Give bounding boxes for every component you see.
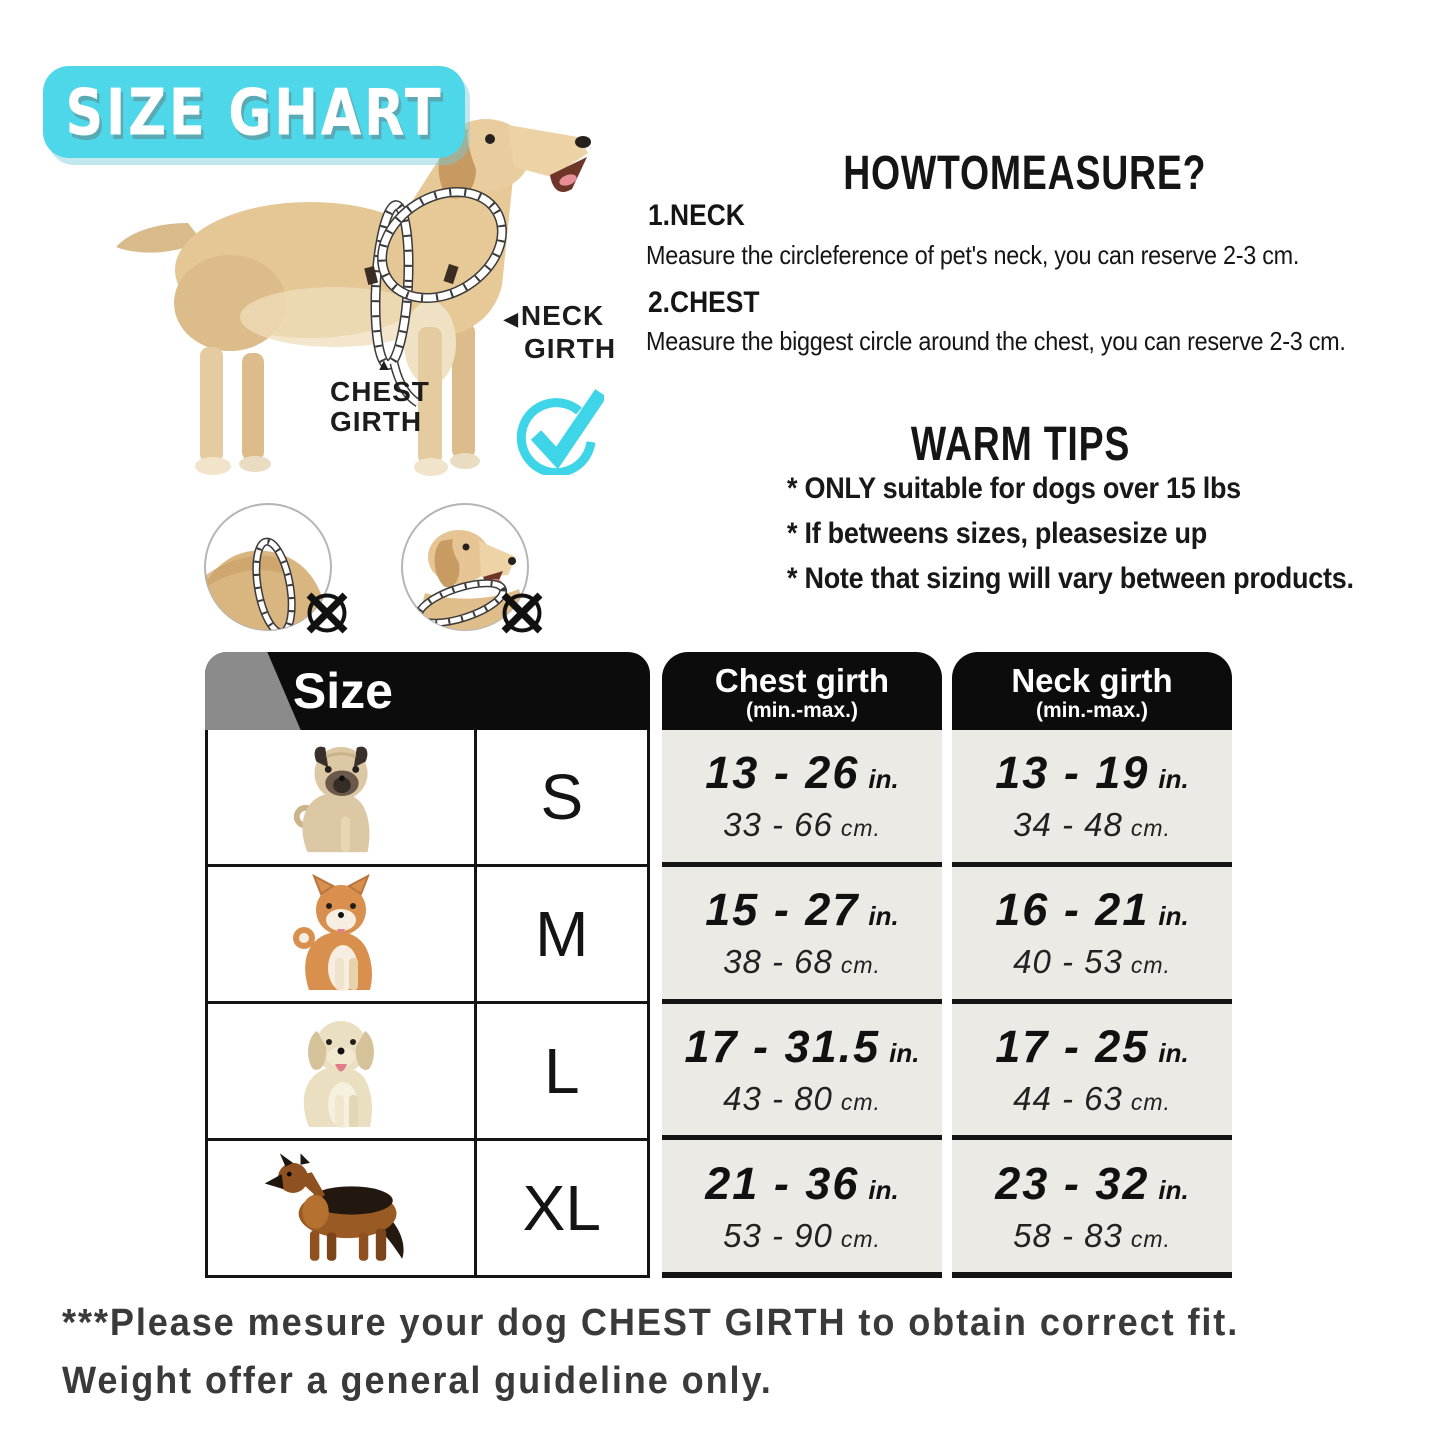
neck-girth-label-line2: GIRTH [524, 333, 617, 364]
size-label: M [535, 898, 589, 970]
x-circle-icon [303, 589, 351, 637]
chest-girth-header [662, 652, 942, 730]
size-column-body [205, 730, 650, 1278]
dog-illustration-shiba-inu [208, 867, 477, 1001]
table-row [208, 1141, 647, 1275]
warm-tip: * ONLY suitable for dogs over 15 lbs [787, 472, 1241, 505]
size-column-header [205, 652, 650, 730]
table-cell: 17 - 25 in. 44 - 63 cm. [952, 1004, 1232, 1141]
neck-girth-title: Neck girth [1011, 662, 1173, 699]
warm-tips-list [787, 466, 1417, 601]
how-to-measure-heading: HOWTOMEASURE? [843, 147, 1207, 200]
size-column-card [205, 652, 650, 1278]
how-to-measure-section [640, 146, 1410, 201]
dog-illustration-german-shepherd [208, 1141, 477, 1275]
table-cell: 13 - 26 in. 33 - 66 cm. [662, 730, 942, 867]
neck-girth-label [504, 301, 616, 364]
neck-girth-label-line1: NECK [520, 300, 605, 331]
step-chest-title: 2.CHEST [648, 286, 760, 319]
chest-girth-card [662, 652, 942, 1278]
check-circle-icon [516, 383, 604, 475]
warm-tips-section [640, 417, 1400, 472]
step-chest-text: Measure the biggest circle around the chest, you can reserve 2-3 cm. [646, 326, 1346, 356]
warm-tip: * If betweens sizes, pleasesize up [787, 517, 1208, 550]
table-row [208, 730, 647, 867]
dog-illustration-labrador [208, 1004, 477, 1138]
table-row [208, 867, 647, 1004]
size-label: L [544, 1035, 580, 1107]
step-neck-text: Measure the circleference of pet's neck, you can reserve 2-3 cm. [646, 240, 1300, 270]
left-arrow-icon: ◀ [504, 309, 519, 329]
table-cell: 23 - 32 in. 58 - 83 cm. [995, 1157, 1189, 1254]
table-cell: 17 - 31.5 in. 43 - 80 cm. [662, 1004, 942, 1141]
chest-girth-title: Chest girth [714, 662, 890, 699]
up-arrow-icon: ▲ [376, 357, 392, 374]
warm-tips-heading: WARM TIPS [910, 418, 1130, 471]
table-cell: 13 - 19 in. 34 - 48 cm. [952, 730, 1232, 867]
table-cell: 15 - 27 in. 38 - 68 cm. [662, 867, 942, 1004]
table-cell: 16 - 21 in. 40 - 53 cm. [952, 867, 1232, 1004]
table-row [208, 1004, 647, 1141]
neck-girth-card [952, 652, 1232, 1278]
size-label: XL [522, 1172, 601, 1244]
page-title: SIZE GHART [65, 74, 443, 150]
x-circle-icon [498, 589, 546, 637]
warm-tip: * Note that sizing will vary between products. [787, 562, 1354, 595]
chest-girth-subtitle: (min.-max.) [745, 699, 858, 722]
size-column-title: Size [292, 663, 393, 719]
neck-girth-body [952, 730, 1232, 1278]
size-label: S [540, 761, 584, 833]
neck-girth-header [952, 652, 1232, 730]
chest-girth-label [330, 377, 430, 437]
footnote-line2: Weight offer a general guideline only. [62, 1360, 773, 1402]
chest-girth-body [662, 730, 942, 1278]
footnote-line1: ***Please mesure your dog CHEST GIRTH to obtain correct fit. [62, 1302, 1240, 1344]
title-badge [43, 66, 465, 158]
dog-illustration-pug [208, 730, 477, 864]
neck-girth-subtitle: (min.-max.) [1035, 699, 1148, 722]
step-neck-title: 1.NECK [648, 199, 745, 232]
chest-girth-label-line1: CHEST [330, 376, 430, 407]
table-cell: 21 - 36 in. 53 - 90 cm. [705, 1157, 899, 1254]
chest-girth-label-line2: GIRTH [330, 406, 423, 437]
footnote [62, 1294, 1239, 1410]
